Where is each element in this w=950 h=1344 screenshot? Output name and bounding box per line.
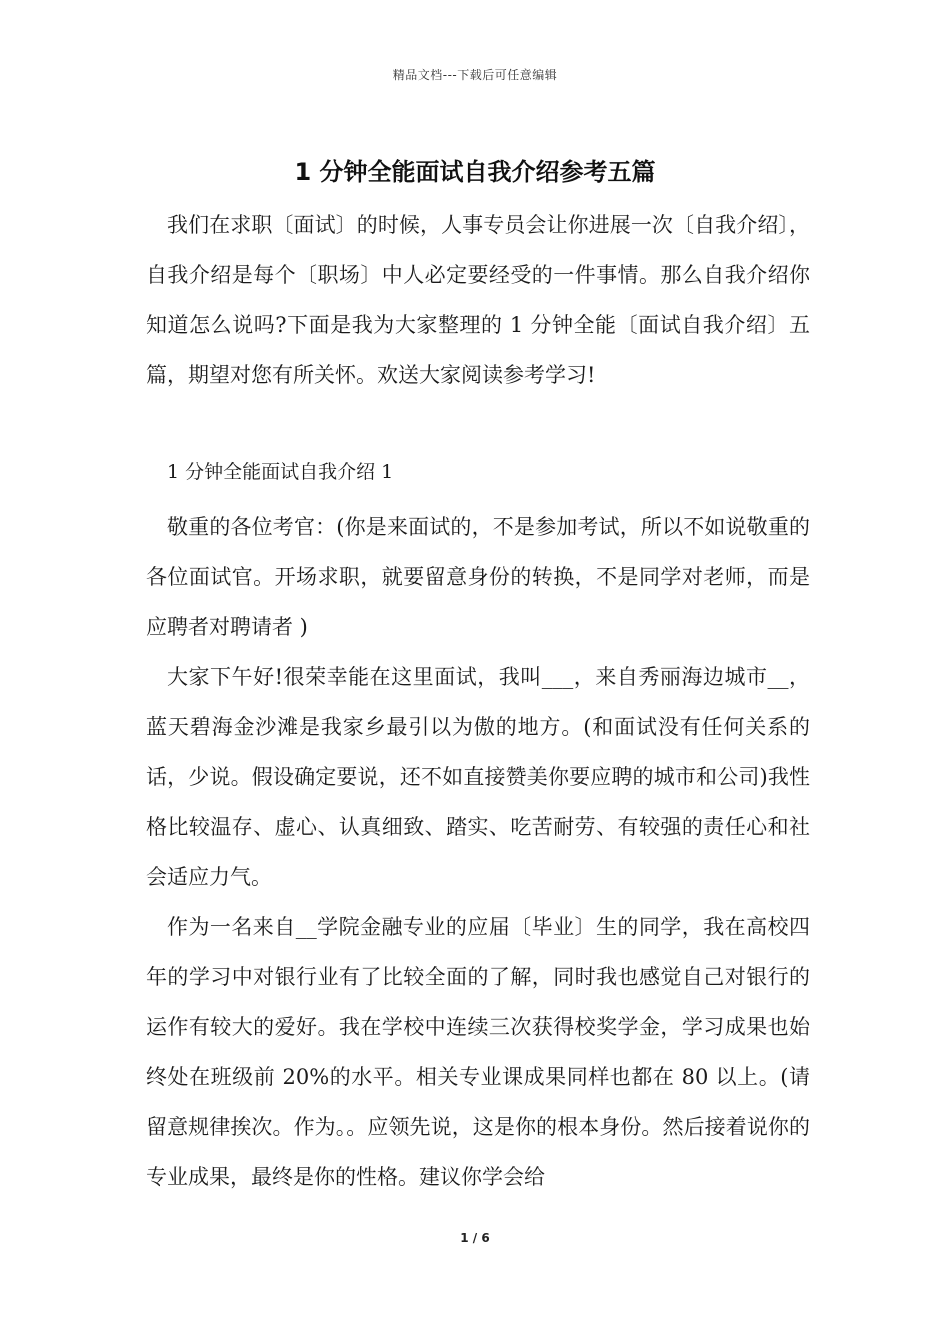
body-paragraph-2: 大家下午好!很荣幸能在这里面试，我叫___，来自秀丽海边城市__，蓝天碧海金沙滩是我家乡最引以为傲的地方。(和面试没有任何关系的话，少说。假设确定要说，还不如直接赞美你要应聘的城市和公司)我性格比较温存、虚心、认真细致、踏实、吃苦耐劳、有较强的责任心和社会适应力气。 xyxy=(146,665,810,889)
section-heading: 1 分钟全能面试自我介绍 1 xyxy=(167,461,394,483)
section-body xyxy=(146,502,810,1202)
page-number: 1 / 6 xyxy=(460,1231,490,1245)
intro-block xyxy=(146,200,810,400)
body-paragraph-3: 作为一名来自__学院金融专业的应届〔毕业〕生的同学，我在高校四年的学习中对银行业有了比较全面的了解，同时我也感觉自己对银行的运作有较大的爱好。我在学校中连续三次获得校奖学金，学习成果也始终处在班级前 20%的水平。相关专业课成果同样也都在 80 以上。(请留意规律挨次。作为。。应领先说，这是你的根本身份。然后接着说你的专业成果，最终是你的性格。建议你学会给 xyxy=(146,915,810,1189)
page-title: 1 分钟全能面试自我介绍参考五篇 xyxy=(294,158,656,186)
intro-paragraph: 我们在求职〔面试〕的时候，人事专员会让你进展一次〔自我介绍〕，自我介绍是每个〔职场〕中人必定要经受的一件事情。那么自我介绍你知道怎么说吗?下面是我为大家整理的 1 分钟全能〔面试自我介绍〕五篇，期望对您有所关怀。欢送大家阅读参考学习! xyxy=(146,213,810,387)
header-note: 精品文档---下载后可任意编辑 xyxy=(392,68,558,82)
body-paragraph-1: 敬重的各位考官：(你是来面试的，不是参加考试，所以不如说敬重的各位面试官。开场求职，就要留意身份的转换，不是同学对老师，而是应聘者对聘请者 ) xyxy=(146,515,810,639)
